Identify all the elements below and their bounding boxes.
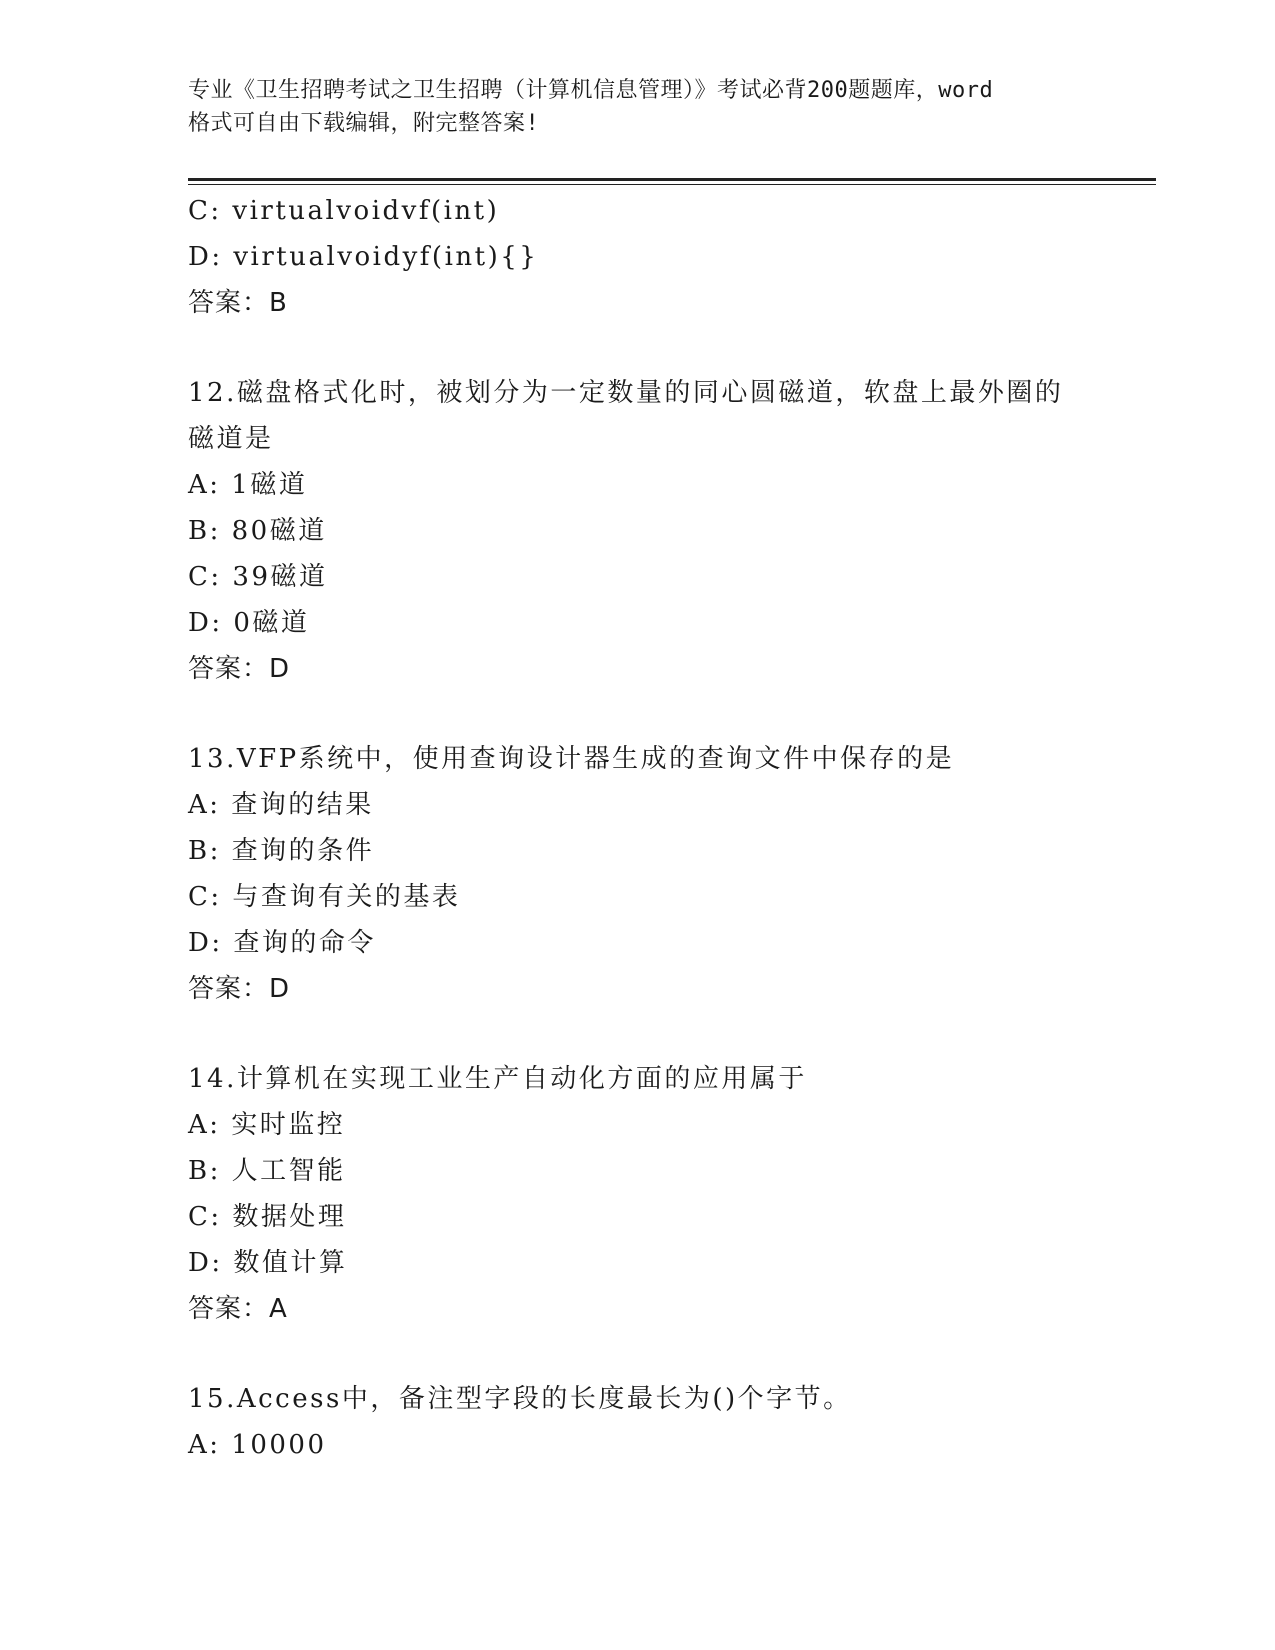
question-list bbox=[188, 188, 1088, 1468]
question-13 bbox=[188, 736, 1088, 1012]
header-title-line-1: 专业《卫生招聘考试之卫生招聘（计算机信息管理）》考试必背200题题库，word bbox=[188, 78, 994, 103]
option-c: C: 与查询有关的基表 bbox=[188, 882, 461, 912]
answer: 答案：D bbox=[188, 974, 291, 1004]
option-b: B: 人工智能 bbox=[188, 1156, 346, 1186]
document-header bbox=[188, 74, 1088, 140]
option-d: D: 0磁道 bbox=[188, 608, 310, 638]
option-c: C: 39磁道 bbox=[188, 562, 328, 592]
header-rule-thin bbox=[188, 184, 1156, 185]
option-a: A: 查询的结果 bbox=[188, 790, 374, 820]
question-14 bbox=[188, 1056, 1088, 1332]
option-c: C: virtualvoidvf(int) bbox=[188, 196, 500, 226]
question-stem: 14.计算机在实现工业生产自动化方面的应用属于 bbox=[188, 1064, 807, 1094]
question-12 bbox=[188, 370, 1088, 692]
answer: 答案：A bbox=[188, 1294, 288, 1324]
option-a: A: 10000 bbox=[188, 1430, 327, 1460]
option-d: D: virtualvoidyf(int){} bbox=[188, 242, 539, 272]
header-title-line-2: 格式可自由下载编辑，附完整答案! bbox=[188, 111, 540, 136]
answer: 答案：B bbox=[188, 288, 288, 318]
spacer bbox=[188, 692, 1088, 736]
option-a: A: 1磁道 bbox=[188, 470, 308, 500]
spacer bbox=[188, 1332, 1088, 1376]
spacer bbox=[188, 1012, 1088, 1056]
option-d: D: 数值计算 bbox=[188, 1248, 348, 1278]
option-c: C: 数据处理 bbox=[188, 1202, 347, 1232]
question-stem: 15.Access中，备注型字段的长度最长为()个字节。 bbox=[188, 1384, 852, 1414]
question-stem-line-2: 磁道是 bbox=[188, 424, 274, 454]
header-rule-thick bbox=[188, 178, 1156, 181]
question-11-tail bbox=[188, 188, 1088, 326]
answer: 答案：D bbox=[188, 654, 291, 684]
question-stem: 13.VFP系统中，使用查询设计器生成的查询文件中保存的是 bbox=[188, 744, 955, 774]
spacer bbox=[188, 326, 1088, 370]
option-b: B: 80磁道 bbox=[188, 516, 327, 546]
option-a: A: 实时监控 bbox=[188, 1110, 346, 1140]
option-d: D: 查询的命令 bbox=[188, 928, 376, 958]
question-15 bbox=[188, 1376, 1088, 1468]
question-stem-line-1: 12.磁盘格式化时，被划分为一定数量的同心圆磁道，软盘上最外圈的 bbox=[188, 378, 1064, 408]
option-b: B: 查询的条件 bbox=[188, 836, 375, 866]
